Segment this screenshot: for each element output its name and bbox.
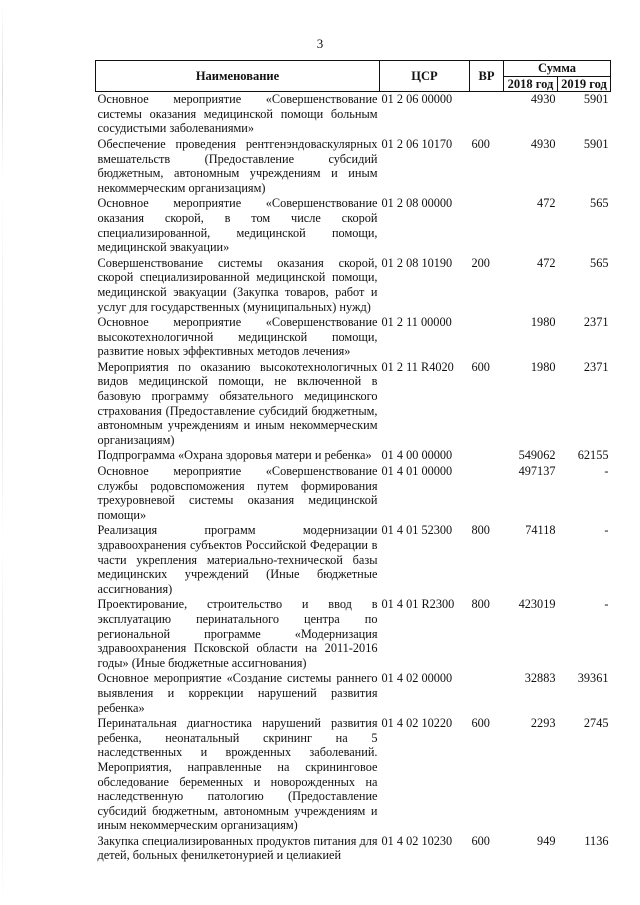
header-vr: ВР <box>470 61 504 92</box>
header-year-2019: 2019 год <box>558 76 611 92</box>
row-vr: 600 <box>471 833 490 848</box>
row-name: Совершенствование системы оказания скорой, скорой специализированной медицинской помощи, медицинской эвакуации (Закупка товаров, работ и услуг для государственных (муниципальных) нужд) <box>97 255 378 314</box>
row-sum-2019: 39361 <box>577 671 609 686</box>
row-sum-2018: 1980 <box>530 315 556 330</box>
table-row <box>96 256 611 315</box>
row-name: Проектирование, строительство и ввод в эксплуатацию перинатального центра по региональной программе «Модернизация здравоохранения Псковской области на 2011-2016 годы» (Иные бюджетные ассигнования) <box>97 597 378 670</box>
row-sum-2018: 74118 <box>525 523 556 538</box>
row-vr <box>470 92 504 137</box>
budget-table <box>95 60 611 864</box>
row-csr: 01 4 01 00000 <box>381 464 453 479</box>
table-row <box>96 523 611 597</box>
row-name: Закупка специализированных продуктов питания для детей, больных фенилкетонурией и целиакией <box>97 833 378 863</box>
table-row <box>96 137 611 196</box>
header-csr: ЦСР <box>380 61 470 92</box>
row-vr: 200 <box>471 255 490 270</box>
row-sum-2018: 2293 <box>530 716 556 731</box>
row-sum-2019: - <box>604 597 609 612</box>
row-sum-2018: 472 <box>537 196 556 211</box>
row-name: Обеспечение проведения рентгенэндоваскулярных вмешательств (Предоставление субсидий бюджетным, автономным учреждениям и иным некоммерческим организациям) <box>97 136 378 195</box>
row-vr: 800 <box>471 597 490 612</box>
row-csr: 01 4 02 00000 <box>381 671 453 686</box>
row-vr <box>470 448 504 464</box>
row-csr: 01 4 01 R2300 <box>381 597 455 612</box>
row-sum-2018: 32883 <box>524 671 556 686</box>
row-name: Перинатальная диагностика нарушений развития ребенка, неонатальный скрининг на 5 наследственных и врожденных заболеваний. Мероприятия, направленные на скрининговое обследование беременных и новорожденных на наследственную патологию (Предоставление субсидий бюджетным, автономным учреждениям и иным некоммерческим организациям) <box>97 716 378 833</box>
row-sum-2019: 2371 <box>583 359 609 374</box>
row-vr: 600 <box>471 359 490 374</box>
row-csr: 01 4 01 52300 <box>381 523 453 538</box>
row-vr <box>470 671 504 716</box>
row-sum-2018: 472 <box>537 255 556 270</box>
row-sum-2018: 497137 <box>518 464 556 479</box>
row-sum-2019: 5901 <box>583 136 609 151</box>
table-row <box>96 92 611 137</box>
row-sum-2019: 2371 <box>583 315 609 330</box>
row-sum-2018: 423019 <box>518 597 556 612</box>
row-sum-2018: 1980 <box>530 359 556 374</box>
row-vr: 800 <box>471 523 490 538</box>
table-row <box>96 360 611 449</box>
header-sum: Сумма <box>504 61 611 77</box>
row-vr <box>470 464 504 523</box>
row-csr: 01 2 11 00000 <box>381 315 452 330</box>
row-sum-2019: 5901 <box>583 92 609 107</box>
row-name: Основное мероприятие «Совершенствование системы оказания медицинской помощи больным сосудистыми заболеваниями» <box>97 92 378 136</box>
table-row <box>96 448 611 464</box>
table-row <box>96 716 611 834</box>
scan-edge-shadow <box>2 0 3 905</box>
header-name: Наименование <box>96 61 380 92</box>
row-vr: 600 <box>471 136 490 151</box>
table-header <box>96 61 611 92</box>
row-sum-2019: - <box>604 464 609 479</box>
row-vr <box>470 315 504 360</box>
row-csr: 01 4 02 10220 <box>381 716 453 731</box>
row-sum-2019: - <box>604 523 609 538</box>
row-name: Подпрограмма «Охрана здоровья матери и ребенка» <box>97 448 372 463</box>
table-row <box>96 834 611 864</box>
row-sum-2018: 4930 <box>530 92 556 107</box>
row-sum-2019: 565 <box>590 255 609 270</box>
table-row <box>96 464 611 523</box>
row-sum-2019: 1136 <box>584 833 609 848</box>
row-sum-2018: 949 <box>537 833 556 848</box>
row-vr: 600 <box>471 716 490 731</box>
row-csr: 01 2 06 10170 <box>381 136 453 151</box>
row-sum-2019: 2745 <box>583 716 609 731</box>
row-name: Мероприятия по оказанию высокотехнологичных видов медицинской помощи, не включенной в базовую программу обязательного медицинского страхования (Предоставление субсидий бюджетным, автономным учреждениям и иным некоммерческим организациям) <box>97 359 378 447</box>
row-name: Основное мероприятие «Совершенствование оказания скорой, в том числе скорой специализированной, медицинской помощи, медицинской эвакуации» <box>97 196 378 255</box>
header-year-2018: 2018 год <box>504 76 558 92</box>
row-csr: 01 2 11 R4020 <box>381 359 454 374</box>
row-name: Основное мероприятие «Создание системы раннего выявления и коррекции нарушений развития ребенка» <box>97 671 378 715</box>
row-csr: 01 2 08 10190 <box>381 255 453 270</box>
table-row <box>96 196 611 255</box>
row-name: Реализация программ модернизации здравоохранения субъектов Российской Федерации в части укрепления материально-технической базы медицинских учреждений (Иные бюджетные ассигнования) <box>97 523 378 596</box>
row-name: Основное мероприятие «Совершенствование высокотехнологичной медицинской помощи, развитие новых эффективных методов лечения» <box>97 315 378 359</box>
row-csr: 01 2 08 00000 <box>381 196 453 211</box>
row-vr <box>470 196 504 255</box>
table-row <box>96 315 611 360</box>
table-body <box>96 92 611 864</box>
page-number: 3 <box>316 36 324 51</box>
row-sum-2019: 565 <box>590 196 609 211</box>
row-name: Основное мероприятие «Совершенствование службы родовспоможения путем формирования трехуровневой системы оказания медицинской помощи» <box>97 464 378 522</box>
table-row <box>96 597 611 671</box>
row-csr: 01 4 00 00000 <box>381 448 453 463</box>
row-sum-2018: 549062 <box>518 448 556 463</box>
table-row <box>96 671 611 716</box>
row-sum-2019: 62155 <box>577 448 609 463</box>
row-sum-2018: 4930 <box>530 136 556 151</box>
row-csr: 01 2 06 00000 <box>381 92 453 107</box>
row-csr: 01 4 02 10230 <box>381 833 453 848</box>
